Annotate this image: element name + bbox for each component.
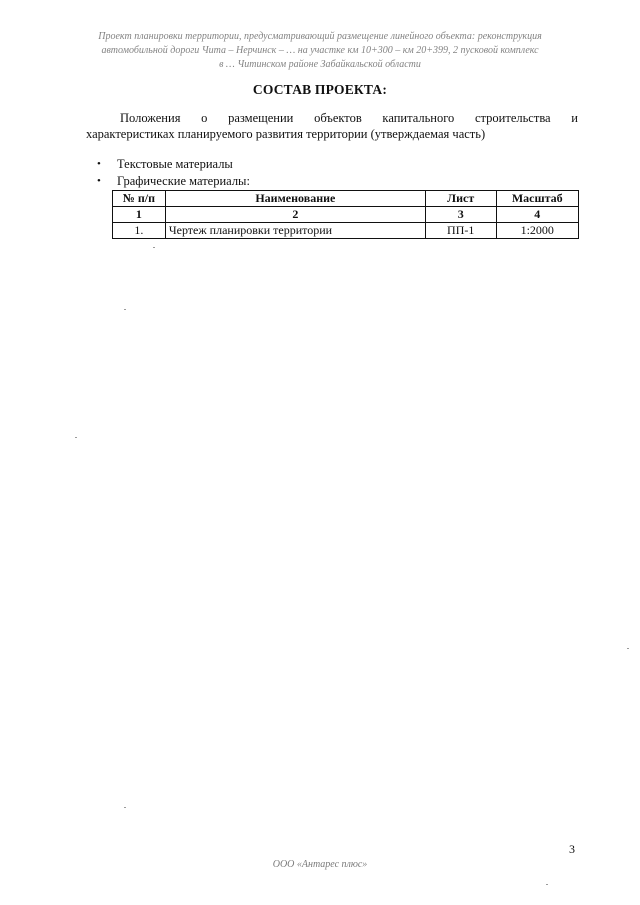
intro-paragraph: [86, 110, 578, 142]
table-cell: 1: [113, 207, 166, 223]
bullet-icon: •: [97, 175, 101, 187]
table-cell: 1.: [113, 223, 166, 239]
table-column-number-row: [113, 207, 579, 223]
document-title: СОСТАВ ПРОЕКТА:: [252, 82, 388, 97]
intro-paragraph-line-2: характеристиках планируемого развития территории (утверждаемая часть): [86, 127, 486, 141]
header-note-line-2: автомобильной дороги Чита – Нерчинск – … на участке км 10+300 – км 20+399, 2 пусковой комплекс: [101, 45, 539, 56]
scan-speck: [124, 309, 126, 310]
scan-speck: [75, 437, 77, 438]
scan-speck: [153, 247, 155, 248]
table-row: [113, 223, 579, 239]
column-header-scale: Масштаб: [496, 191, 578, 207]
list-item: [97, 156, 250, 172]
list-item-text: Графические материалы:: [117, 174, 250, 188]
composition-table: [112, 190, 579, 239]
page-number: 3: [569, 842, 575, 856]
intro-paragraph-line-1: Положения о размещении объектов капитального строительства и: [120, 111, 578, 125]
scan-speck: [124, 807, 126, 808]
table-cell: ПП-1: [425, 223, 496, 239]
list-item: [97, 173, 250, 189]
scan-speck: [627, 648, 629, 649]
scan-speck: [546, 884, 548, 885]
column-header-name: Наименование: [165, 191, 425, 207]
header-note-line-1: Проект планировки территории, предусматривающий размещение линейного объекта: реконструкция: [98, 31, 542, 42]
table-cell: 4: [496, 207, 578, 223]
table-cell: Чертеж планировки территории: [165, 223, 425, 239]
materials-list: [97, 156, 250, 190]
table-cell: 2: [165, 207, 425, 223]
column-header-number: № п/п: [113, 191, 166, 207]
table-cell: 3: [425, 207, 496, 223]
header-note: [60, 30, 580, 72]
footer-note: ООО «Антарес плюс»: [272, 859, 368, 870]
column-header-sheet: Лист: [425, 191, 496, 207]
header-note-line-3: в … Читинском районе Забайкальской области: [219, 59, 421, 70]
table-cell: 1:2000: [496, 223, 578, 239]
table-header-row: [113, 191, 579, 207]
list-item-text: Текстовые материалы: [117, 157, 233, 171]
bullet-icon: •: [97, 158, 101, 170]
